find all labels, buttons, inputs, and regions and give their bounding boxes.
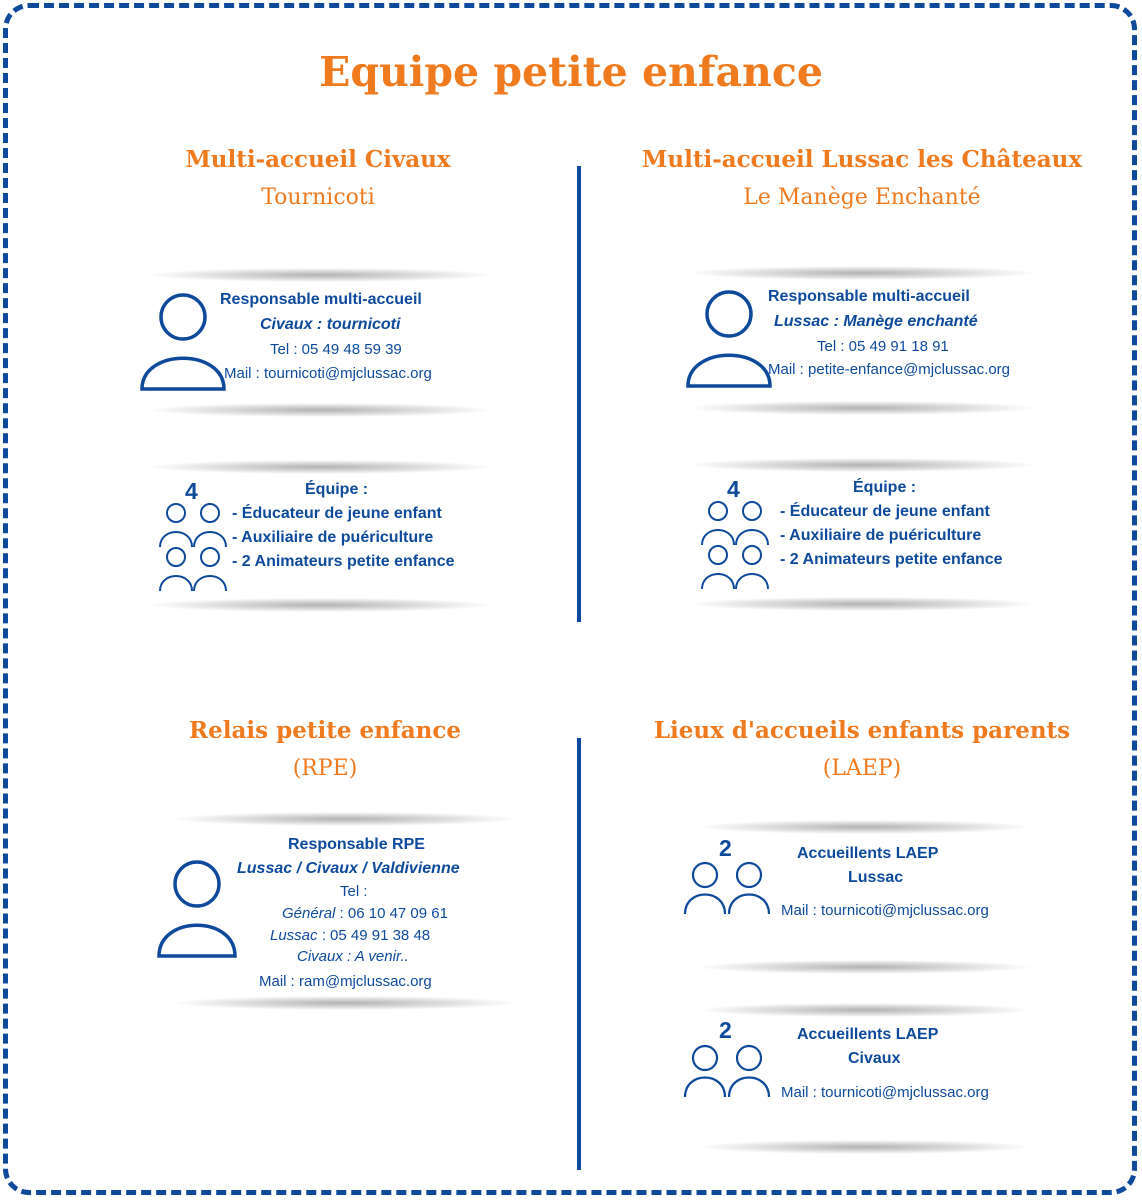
responsable-tel: Tel : 05 49 48 59 39	[270, 341, 402, 358]
responsable-title: Responsable multi-accueil	[768, 288, 970, 305]
card-shadow-top	[150, 460, 490, 474]
section-subheading: (LAEP)	[822, 756, 902, 781]
laep-mail[interactable]: Mail : tournicoti@mjclussac.org	[781, 902, 989, 919]
responsable-mail[interactable]: Mail : petite-enfance@mjclussac.org	[768, 361, 1010, 378]
team-member: - 2 Animateurs petite enfance	[232, 553, 455, 570]
responsable-mail[interactable]: Mail : ram@mjclussac.org	[259, 973, 432, 990]
team-count: 4	[727, 476, 740, 502]
group-icon	[158, 503, 230, 593]
divider-bottom	[577, 738, 581, 1170]
pair-icon	[683, 1045, 771, 1099]
phone-label: Général	[282, 905, 336, 922]
card-shadow-bottom	[150, 403, 490, 417]
section-subheading: Tournicoti	[261, 185, 375, 210]
team-member: - Éducateur de jeune enfant	[232, 505, 442, 522]
divider-top	[577, 166, 581, 622]
card-shadow-bottom	[690, 597, 1035, 611]
laep-count: 2	[719, 835, 732, 861]
section-heading: Lieux d'accueils enfants parents	[653, 717, 1071, 744]
pair-icon	[683, 862, 771, 916]
group-icon	[700, 501, 772, 591]
team-count: 4	[185, 478, 198, 504]
laep-place: Civaux	[848, 1050, 901, 1067]
card-shadow-bottom	[150, 598, 490, 612]
person-icon	[157, 860, 237, 958]
tel-label: Tel :	[340, 883, 368, 900]
section-subheading: (RPE)	[292, 756, 358, 781]
laep-title: Accueillents LAEP	[797, 845, 939, 862]
card-shadow-bottom	[700, 960, 1030, 974]
card-shadow-top	[690, 266, 1035, 280]
laep-title: Accueillents LAEP	[797, 1026, 939, 1043]
team-label: Équipe :	[853, 479, 917, 496]
section-heading: Multi-accueil Lussac les Châteaux	[641, 146, 1083, 173]
card-shadow-bottom	[175, 996, 515, 1010]
phone-label: Lussac	[270, 927, 318, 944]
phone-lussac	[270, 927, 430, 944]
person-icon	[686, 290, 772, 388]
responsable-place: Civaux : tournicoti	[260, 316, 401, 333]
responsable-title: Responsable multi-accueil	[220, 291, 422, 308]
section-heading: Multi-accueil Civaux	[185, 146, 451, 173]
responsable-title: Responsable RPE	[288, 836, 425, 853]
team-member: - 2 Animateurs petite enfance	[780, 551, 1003, 568]
card-shadow-top	[175, 812, 515, 826]
phone-civaux	[297, 948, 409, 965]
team-member: - Auxiliaire de puériculture	[780, 527, 982, 544]
card-shadow-top	[700, 820, 1030, 834]
team-member: - Éducateur de jeune enfant	[780, 503, 990, 520]
phone-label: Civaux	[297, 948, 343, 965]
page-title: Equipe petite enfance	[319, 48, 823, 96]
card-shadow-top	[150, 268, 490, 282]
laep-count: 2	[719, 1017, 732, 1043]
team-member: - Auxiliaire de puériculture	[232, 529, 434, 546]
laep-place: Lussac	[848, 869, 904, 886]
card-shadow-bottom	[690, 401, 1035, 415]
section-subheading: Le Manège Enchanté	[743, 185, 981, 210]
laep-mail[interactable]: Mail : tournicoti@mjclussac.org	[781, 1084, 989, 1101]
card-shadow-bottom	[700, 1140, 1030, 1154]
team-label: Équipe :	[305, 481, 369, 498]
responsable-mail[interactable]: Mail : tournicoti@mjclussac.org	[224, 365, 432, 382]
card-shadow-top	[700, 1003, 1030, 1017]
section-heading: Relais petite enfance	[189, 717, 461, 744]
responsable-tel: Tel : 05 49 91 18 91	[817, 338, 949, 355]
phone-general	[282, 905, 448, 922]
phone-value: : 06 10 47 09 61	[335, 905, 448, 922]
phone-value: : A venir..	[342, 948, 409, 965]
phone-value: : 05 49 91 38 48	[317, 927, 431, 944]
responsable-place: Lussac / Civaux / Valdivienne	[237, 860, 460, 877]
responsable-place: Lussac : Manège enchanté	[774, 313, 978, 330]
person-icon	[140, 293, 226, 391]
card-shadow-top	[690, 458, 1035, 472]
